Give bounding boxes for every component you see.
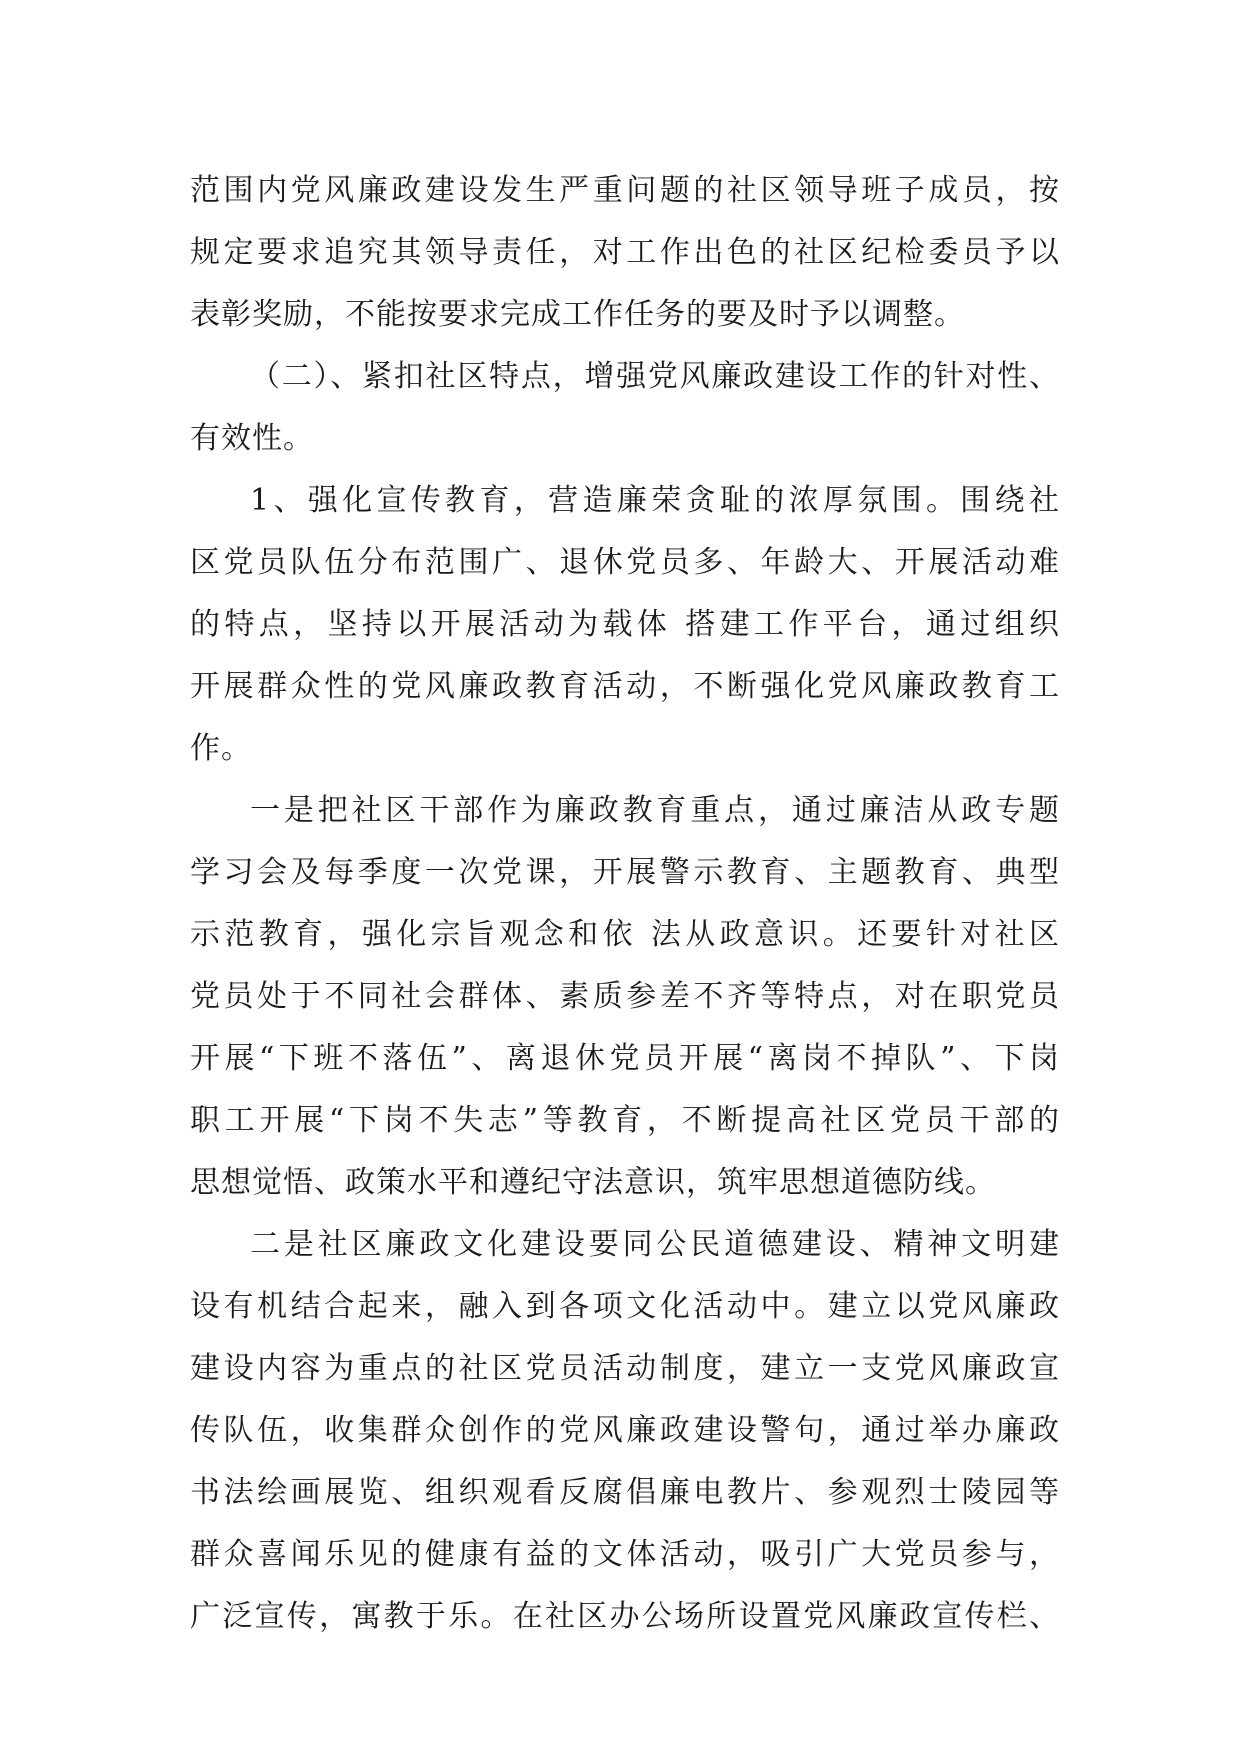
text-line: 一是把社区干部作为廉政教育重点，通过廉洁从政专题 [250, 793, 1060, 828]
text-line: 建设内容为重点的社区党员活动制度，建立一支党风廉政宣 [190, 1351, 1060, 1386]
text-line: 开展“下班不落伍”、离退休党员开展“离岗不掉队”、下岗 [190, 1041, 1060, 1076]
text-line: 二是社区廉政文化建设要同公民道德建设、精神文明建 [250, 1227, 1060, 1262]
document-body [190, 160, 1060, 1648]
text-line: 思想觉悟、政策水平和遵纪守法意识，筑牢思想道德防线。 [190, 1165, 996, 1200]
text-line: 党员处于不同社会群体、素质参差不齐等特点，对在职党员 [190, 979, 1060, 1014]
text-line: 作。 [190, 731, 252, 766]
text-line: 有效性。 [190, 421, 314, 456]
text-line: （二）、紧扣社区特点，增强党风廉政建设工作的针对性、 [250, 359, 1060, 394]
text-line: 的特点，坚持以开展活动为载体 搭建工作平台，通过组织 [190, 607, 1060, 642]
text-line: 书法绘画展览、组织观看反腐倡廉电教片、参观烈士陵园等 [190, 1475, 1060, 1510]
text-line: 群众喜闻乐见的健康有益的文体活动，吸引广大党员参与， [190, 1537, 1060, 1572]
text-line: 表彰奖励，不能按要求完成工作任务的要及时予以调整。 [190, 297, 965, 332]
text-line: 传队伍，收集群众创作的党风廉政建设警句，通过举办廉政 [190, 1413, 1060, 1448]
text-line: 区党员队伍分布范围广、退休党员多、年龄大、开展活动难 [190, 545, 1060, 580]
text-line: 规定要求追究其领导责任，对工作出色的社区纪检委员予以 [190, 235, 1060, 270]
text-line: 示范教育，强化宗旨观念和依 法从政意识。还要针对社区 [190, 917, 1060, 952]
text-line: 设有机结合起来，融入到各项文化活动中。建立以党风廉政 [190, 1289, 1060, 1324]
text-line: 广泛宣传，寓教于乐。在社区办公场所设置党风廉政宣传栏、 [190, 1599, 1060, 1634]
text-line: 开展群众性的党风廉政教育活动，不断强化党风廉政教育工 [190, 669, 1060, 704]
text-line: 范围内党风廉政建设发生严重问题的社区领导班子成员，按 [190, 173, 1060, 208]
text-line: 职工开展“下岗不失志”等教育，不断提高社区党员干部的 [190, 1103, 1060, 1138]
text-line: 学习会及每季度一次党课，开展警示教育、主题教育、典型 [190, 855, 1060, 890]
text-line: 1、强化宣传教育，营造廉荣贪耻的浓厚氛围。围绕社 [250, 483, 1060, 518]
